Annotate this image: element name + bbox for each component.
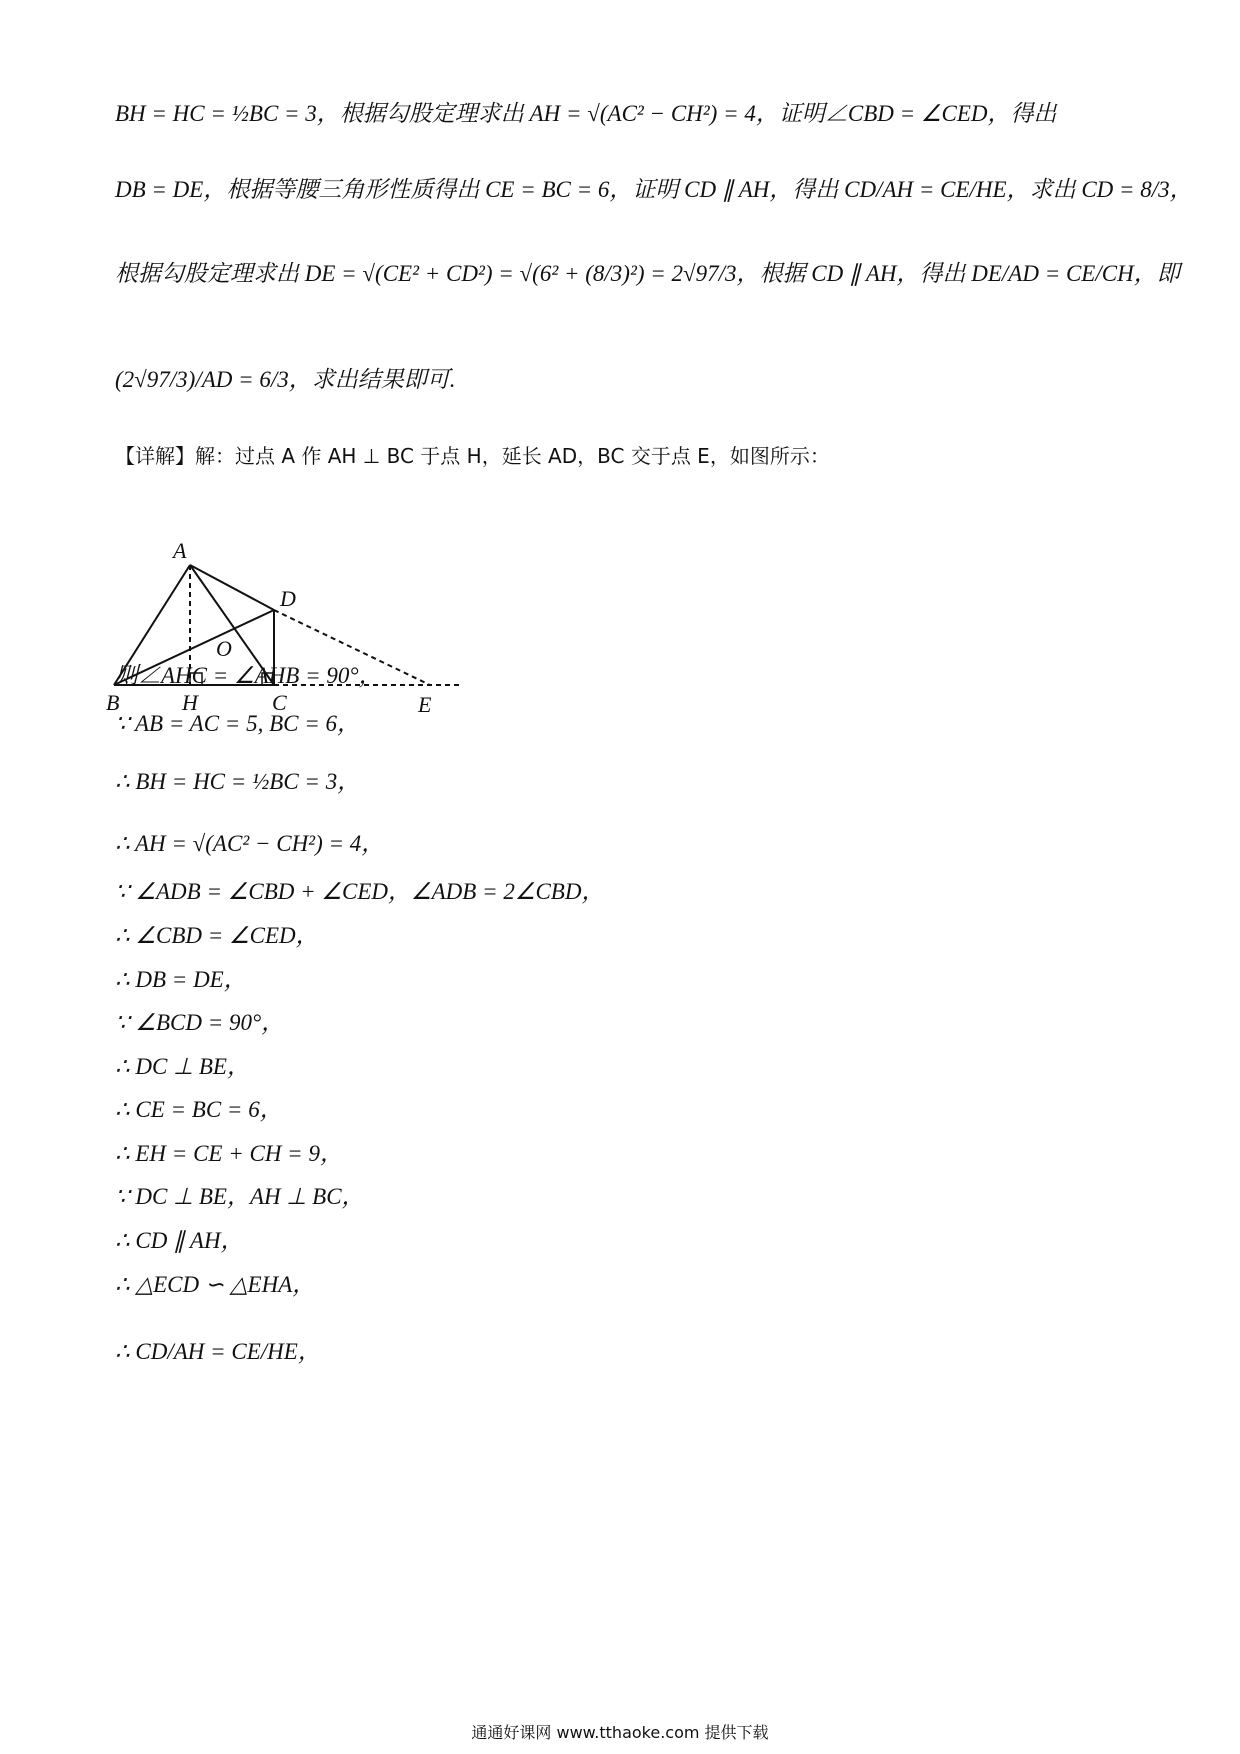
- step-10: ∴ CE = BC = 6，: [115, 1097, 283, 1122]
- segment-AD: [190, 565, 274, 610]
- step-11: ∴ EH = CE + CH = 9，: [115, 1141, 343, 1166]
- step-13: ∴ CD ∥ AH，: [115, 1228, 244, 1253]
- label-C: C: [272, 690, 287, 715]
- label-E: E: [418, 692, 432, 717]
- step-5: ∵ ∠ADB = ∠CBD + ∠CED，∠ADB = 2∠CBD，: [115, 879, 605, 904]
- label-O: O: [216, 636, 232, 661]
- step-15: ∴ CD/AH = CE/HE，: [115, 1339, 321, 1364]
- step-12: ∵ DC ⊥ BE，AH ⊥ BC，: [115, 1184, 365, 1209]
- label-A: A: [173, 538, 187, 563]
- text-line-3: 根据勾股定理求出 DE = √(CE² + CD²) = √(6² + (8/3)²) = 2√97/3，根据 CD ∥ AH，得出 DE/AD = CE/CH，即: [115, 261, 1180, 286]
- step-1: 则∠AHC = ∠AHB = 90°，: [115, 663, 382, 688]
- step-8: ∵ ∠BCD = 90°，: [115, 1010, 285, 1035]
- step-9: ∴ DC ⊥ BE，: [115, 1054, 250, 1079]
- step-7: ∴ DB = DE，: [115, 967, 247, 992]
- footer-watermark: 通通好课网 www.tthaoke.com 提供下载: [471, 1723, 769, 1742]
- label-B: B: [106, 690, 120, 715]
- step-14: ∴ △ECD ∽ △EHA，: [115, 1272, 316, 1297]
- detail-intro: 【详解】解：过点 A 作 AH ⊥ BC 于点 H，延长 AD，BC 交于点 E，如图所示：: [115, 444, 830, 468]
- step-2: ∵ AB = AC = 5, BC = 6，: [115, 711, 360, 736]
- geometry-figure: [106, 538, 530, 717]
- text-line-1: BH = HC = ½BC = 3，根据勾股定理求出 AH = √(AC² − CH²) = 4，证明∠CBD = ∠CED，得出: [115, 101, 1057, 126]
- label-H: H: [182, 690, 198, 715]
- step-3: ∴ BH = HC = ½BC = 3，: [115, 769, 361, 794]
- text-line-2: DB = DE，根据等腰三角形性质得出 CE = BC = 6，证明 CD ∥ AH，得出 CD/AH = CE/HE，求出 CD = 8/3，: [115, 177, 1193, 202]
- text-line-4: (2√97/3)/AD = 6/3，求出结果即可.: [115, 367, 456, 392]
- label-D: D: [280, 586, 296, 611]
- step-4: ∴ AH = √(AC² − CH²) = 4，: [115, 831, 385, 856]
- step-6: ∴ ∠CBD = ∠CED，: [115, 923, 319, 948]
